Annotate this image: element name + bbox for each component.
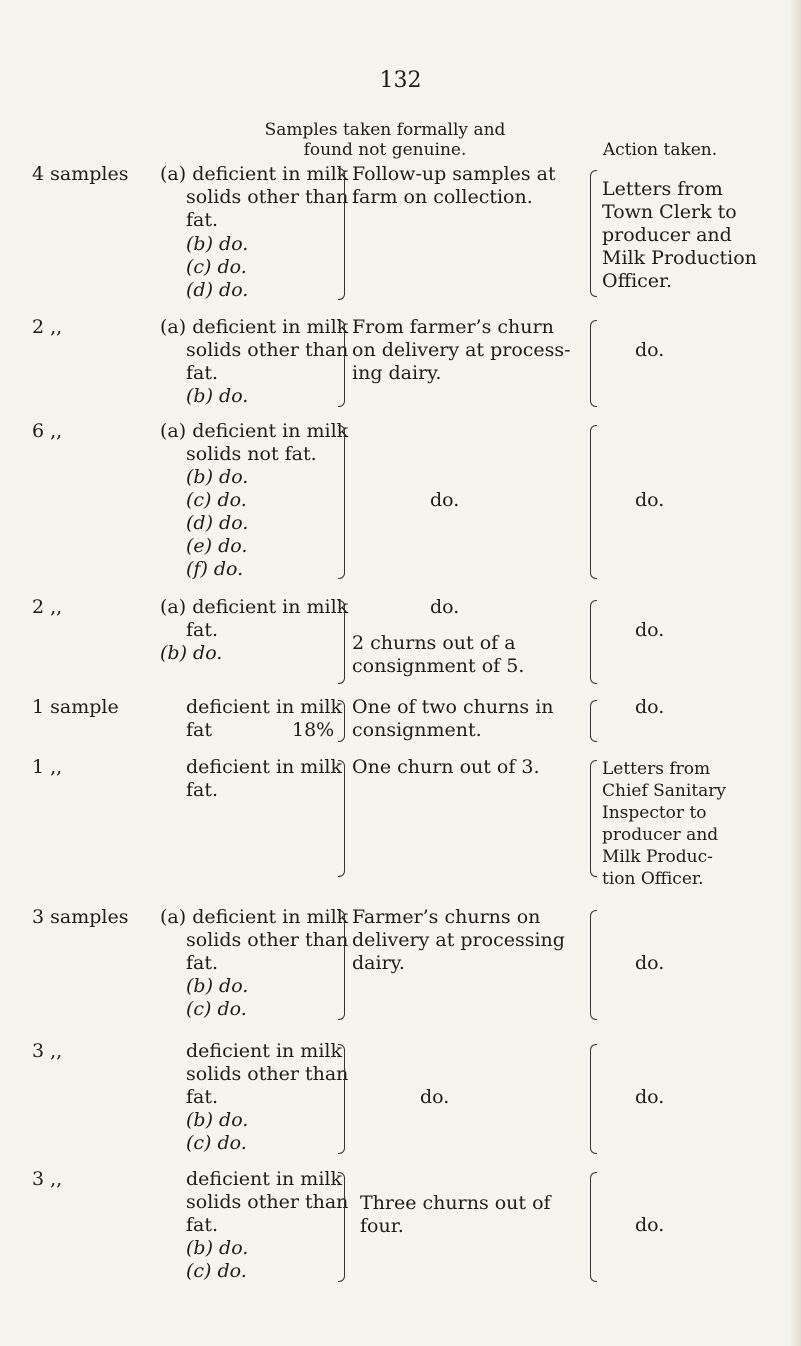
row-6-action: tion Officer. <box>602 869 704 889</box>
row-3-item: (d) do. <box>186 512 249 534</box>
row-7-item: (b) do. <box>186 975 249 997</box>
row-5-count: 1 sample <box>32 696 119 718</box>
brace <box>590 1172 597 1282</box>
row-4-item: (b) do. <box>160 642 223 664</box>
row-2-sample-info: on delivery at process- <box>352 339 571 361</box>
row-2-item: (a) deficient in milk <box>160 316 349 338</box>
row-2-item: solids other than <box>186 339 349 361</box>
brace <box>590 1044 597 1154</box>
row-4-sample-info: 2 churns out of a <box>352 632 516 654</box>
row-2-sample-info: From farmer’s churn <box>352 316 554 338</box>
row-1-item: solids other than <box>186 186 349 208</box>
row-5-action: do. <box>635 696 665 718</box>
page-edge <box>789 0 801 1346</box>
row-1-item: (a) deficient in milk <box>160 163 349 185</box>
action-header: Action taken. <box>602 140 718 160</box>
row-6-item: fat. <box>186 779 219 801</box>
row-9-sample-info: four. <box>360 1215 404 1237</box>
row-9-item: fat. <box>186 1214 219 1236</box>
row-7-item: fat. <box>186 952 219 974</box>
row-5-item: fat <box>186 719 212 741</box>
row-6-item: deficient in milk <box>186 756 342 778</box>
row-5-item: deficient in milk <box>186 696 342 718</box>
brace <box>338 700 345 742</box>
row-6-sample-info: One churn out of 3. <box>352 756 540 778</box>
brace <box>338 168 345 300</box>
brace <box>590 760 597 877</box>
row-1-action: Town Clerk to <box>602 201 737 223</box>
row-2-item: fat. <box>186 362 219 384</box>
row-6-action: Milk Produc- <box>602 847 713 867</box>
row-9-item: (c) do. <box>186 1260 247 1282</box>
row-5-sample-info: One of two churns in <box>352 696 554 718</box>
brace <box>338 1044 345 1154</box>
row-1-sample-info: Follow-up samples at <box>352 163 556 185</box>
row-9-item: (b) do. <box>186 1237 249 1259</box>
row-3-action: do. <box>635 489 665 511</box>
row-6-action: Inspector to <box>602 803 707 823</box>
brace <box>590 170 597 297</box>
row-7-item: (a) deficient in milk <box>160 906 349 928</box>
row-6-action: Chief Sanitary <box>602 781 727 801</box>
row-7-item: (c) do. <box>186 998 247 1020</box>
row-1-sample-info: farm on collection. <box>352 186 533 208</box>
row-9-item: solids other than <box>186 1191 349 1213</box>
row-8-item: deficient in milk <box>186 1040 342 1062</box>
row-9-item: deficient in milk <box>186 1168 342 1190</box>
row-5-item: 18% <box>292 719 335 741</box>
brace <box>590 700 597 742</box>
row-3-sample-info: do. <box>430 489 460 511</box>
brace <box>590 425 597 579</box>
row-1-item: (c) do. <box>186 256 247 278</box>
brace <box>590 600 597 684</box>
row-7-sample-info: dairy. <box>352 952 405 974</box>
row-1-action: Officer. <box>602 270 673 292</box>
row-6-action: producer and <box>602 825 719 845</box>
row-2-item: (b) do. <box>186 385 249 407</box>
row-2-action: do. <box>635 339 665 361</box>
row-3-item: (e) do. <box>186 535 248 557</box>
row-1-item: fat. <box>186 209 219 231</box>
row-2-count: 2 ,, <box>32 316 63 338</box>
row-8-item: fat. <box>186 1086 219 1108</box>
row-4-sample-info: do. <box>430 596 460 618</box>
row-5-sample-info: consignment. <box>352 719 482 741</box>
brace <box>338 910 345 1020</box>
row-7-sample-info: delivery at processing <box>352 929 565 951</box>
row-8-action: do. <box>635 1086 665 1108</box>
row-7-sample-info: Farmer’s churns on <box>352 906 541 928</box>
row-1-action: producer and <box>602 224 732 246</box>
row-1-count: 4 samples <box>32 163 129 185</box>
row-6-action: Letters from <box>602 759 711 779</box>
row-1-item: (b) do. <box>186 233 249 255</box>
row-3-count: 6 ,, <box>32 420 63 442</box>
row-7-action: do. <box>635 952 665 974</box>
row-8-item: (b) do. <box>186 1109 249 1131</box>
row-8-sample-info: do. <box>420 1086 450 1108</box>
row-9-count: 3 ,, <box>32 1168 63 1190</box>
row-3-item: (b) do. <box>186 466 249 488</box>
samples-header-line-2: found not genuine. <box>303 140 467 160</box>
row-8-item: solids other than <box>186 1063 349 1085</box>
samples-header <box>250 120 520 160</box>
brace <box>338 320 345 407</box>
row-4-item: fat. <box>186 619 219 641</box>
row-4-count: 2 ,, <box>32 596 63 618</box>
row-3-item: (c) do. <box>186 489 247 511</box>
brace <box>338 425 345 579</box>
row-4-item: (a) deficient in milk <box>160 596 349 618</box>
row-9-action: do. <box>635 1214 665 1236</box>
row-7-count: 3 samples <box>32 906 129 928</box>
brace <box>590 320 597 407</box>
row-7-item: solids other than <box>186 929 349 951</box>
brace <box>338 1172 345 1282</box>
row-9-sample-info: Three churns out of <box>360 1192 551 1214</box>
row-4-sample-info: consignment of 5. <box>352 655 525 677</box>
samples-header-line-1: Samples taken formally and <box>264 120 506 140</box>
row-8-item: (c) do. <box>186 1132 247 1154</box>
row-1-action: Letters from <box>602 178 723 200</box>
brace <box>338 600 345 684</box>
row-1-action: Milk Production <box>602 247 757 269</box>
page-number: 132 <box>379 68 422 93</box>
brace <box>338 760 345 877</box>
row-4-action: do. <box>635 619 665 641</box>
row-8-count: 3 ,, <box>32 1040 63 1062</box>
row-6-count: 1 ,, <box>32 756 63 778</box>
row-2-sample-info: ing dairy. <box>352 362 442 384</box>
row-1-item: (d) do. <box>186 279 249 301</box>
brace <box>590 910 597 1020</box>
row-3-item: (f) do. <box>186 558 244 580</box>
row-3-item: solids not fat. <box>186 443 317 465</box>
row-3-item: (a) deficient in milk <box>160 420 349 442</box>
